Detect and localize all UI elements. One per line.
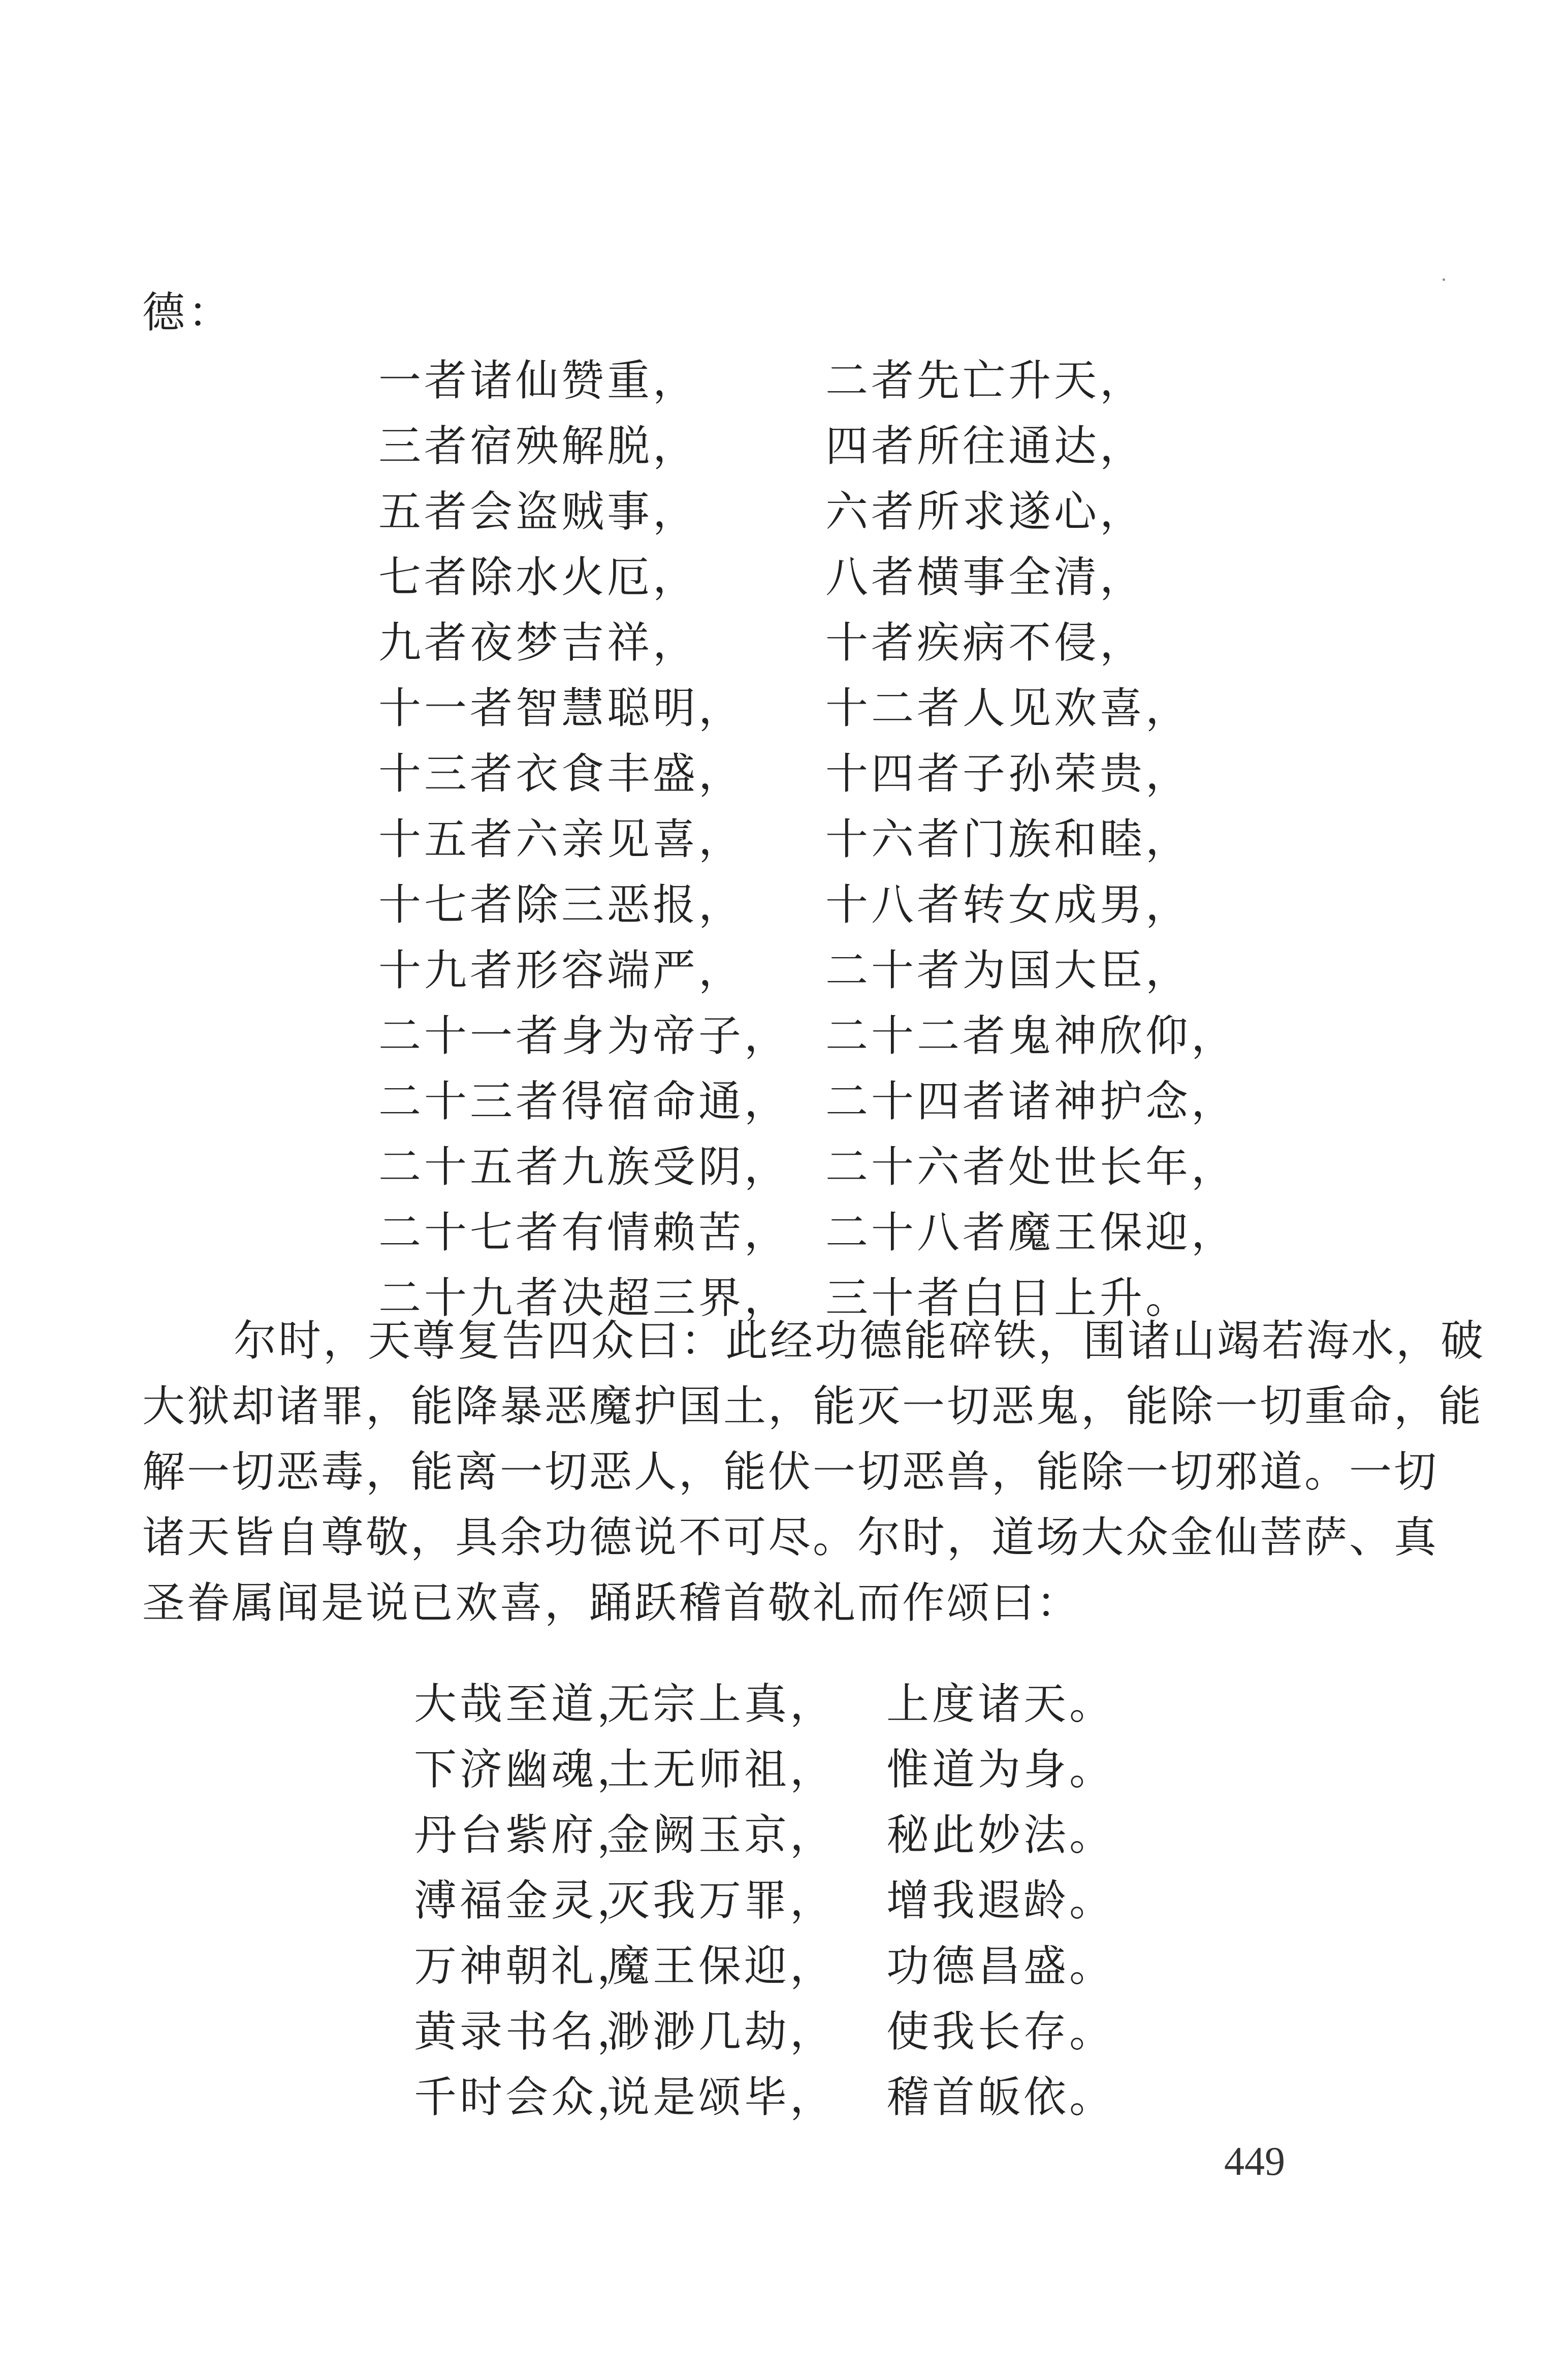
stanza-line: 十六者门族和睦， bbox=[825, 814, 1192, 864]
verse-phrase: 魔王保迎， bbox=[607, 1941, 836, 1991]
verse-phrase: 万神朝礼， bbox=[414, 1941, 643, 1991]
section-heading: 德： bbox=[142, 288, 234, 337]
stanza-line: 二十四者诸神护念， bbox=[825, 1076, 1237, 1126]
stanza-line: 一者诸仙赞重， bbox=[378, 356, 699, 405]
stanza-line: 二十五者九族受阴， bbox=[378, 1142, 790, 1192]
stanza-line: 二十六者处世长年， bbox=[825, 1142, 1237, 1192]
stanza-line: 二十八者魔王保迎， bbox=[825, 1208, 1237, 1257]
stanza-line: 三者宿殃解脱， bbox=[378, 421, 699, 471]
verse-phrase: 丹台紫府， bbox=[414, 1810, 643, 1860]
verse-phrase: 使我长存。 bbox=[886, 2007, 1115, 2056]
verse-phrase: 下济幽魂， bbox=[414, 1745, 643, 1794]
verse-phrase: 黄录书名， bbox=[414, 2007, 643, 2056]
stanza-line: 十九者形容端严， bbox=[378, 945, 745, 995]
verse-phrase: 增我遐龄。 bbox=[886, 1876, 1115, 1925]
stanza-line: 五者会盗贼事， bbox=[378, 487, 699, 536]
stanza-line: 十者疾病不侵， bbox=[825, 618, 1146, 668]
verse-phrase: 功德昌盛。 bbox=[886, 1941, 1115, 1991]
stanza-line: 六者所求遂心， bbox=[825, 487, 1146, 536]
verse-phrase: 土无师祖， bbox=[607, 1745, 836, 1794]
verse-phrase: 稽首皈依。 bbox=[886, 2072, 1115, 2122]
prose-line: 解一切恶毒，能离一切恶人，能伏一切恶兽，能除一切邪道。一切 bbox=[142, 1447, 1439, 1497]
verse-phrase: 大哉至道， bbox=[414, 1679, 643, 1729]
stanza-line: 二十一者身为帝子， bbox=[378, 1011, 790, 1061]
verse-phrase: 无宗上真， bbox=[607, 1679, 836, 1729]
verse-phrase: 灭我万罪， bbox=[607, 1876, 836, 1925]
verse-phrase: 说是颂毕， bbox=[607, 2072, 836, 2122]
stanza-line: 十二者人见欢喜， bbox=[825, 683, 1192, 733]
stanza-line: 十八者转女成男， bbox=[825, 880, 1192, 930]
verse-phrase: 金阙玉京， bbox=[607, 1810, 836, 1860]
stanza-line: 十三者衣食丰盛， bbox=[378, 749, 745, 799]
stanza-line: 二者先亡升天， bbox=[825, 356, 1146, 405]
stanza-line: 二十二者鬼神欣仰， bbox=[825, 1011, 1237, 1061]
prose-paragraph bbox=[142, 1308, 1486, 1636]
stanza-line: 十五者六亲见喜， bbox=[378, 814, 745, 864]
verse-phrase: 惟道为身。 bbox=[886, 1745, 1115, 1794]
stanza-line: 九者夜梦吉祥， bbox=[378, 618, 699, 668]
stanza-line: 十四者子孙荣贵， bbox=[825, 749, 1192, 799]
prose-line: 大狱却诸罪，能降暴恶魔护国土，能灭一切恶鬼，能除一切重命，能 bbox=[142, 1381, 1484, 1431]
stanza-line: 三十者白日上升。 bbox=[825, 1273, 1192, 1323]
stanza-line: 十一者智慧聪明， bbox=[378, 683, 745, 733]
verse-phrase: 千时会众， bbox=[414, 2072, 643, 2122]
stanza-line: 二十三者得宿命通， bbox=[378, 1076, 790, 1126]
verse-phrase: 上度诸天。 bbox=[886, 1679, 1115, 1729]
stanza-line: 二十九者决超三界， bbox=[378, 1273, 790, 1323]
verse-phrase: 秘此妙法。 bbox=[886, 1810, 1115, 1860]
stanza-line: 七者除水火厄， bbox=[378, 552, 699, 602]
stanza-line: 二十者为国大臣， bbox=[825, 945, 1192, 995]
scan-speck bbox=[1443, 278, 1445, 281]
stanza-line: 四者所往通达， bbox=[825, 421, 1146, 471]
verse-phrase: 渺渺几劫， bbox=[607, 2007, 836, 2056]
stanza-line: 八者横事全清， bbox=[825, 552, 1146, 602]
page-number: 449 bbox=[1224, 2139, 1285, 2184]
prose-line: 圣眷属闻是说已欢喜，踊跃稽首敬礼而作颂曰： bbox=[142, 1578, 1081, 1628]
prose-line: 诸天皆自尊敬，具余功德说不可尽。尔时，道场大众金仙菩萨、真 bbox=[142, 1512, 1439, 1562]
stanza-line: 十七者除三恶报， bbox=[378, 880, 745, 930]
stanza-line: 二十七者有情赖苦， bbox=[378, 1208, 790, 1257]
verse-phrase: 溥福金灵， bbox=[414, 1876, 643, 1925]
prose-line: 尔时，天尊复告四众曰：此经功德能碎铁，围诸山竭若海水，破 bbox=[234, 1316, 1486, 1366]
